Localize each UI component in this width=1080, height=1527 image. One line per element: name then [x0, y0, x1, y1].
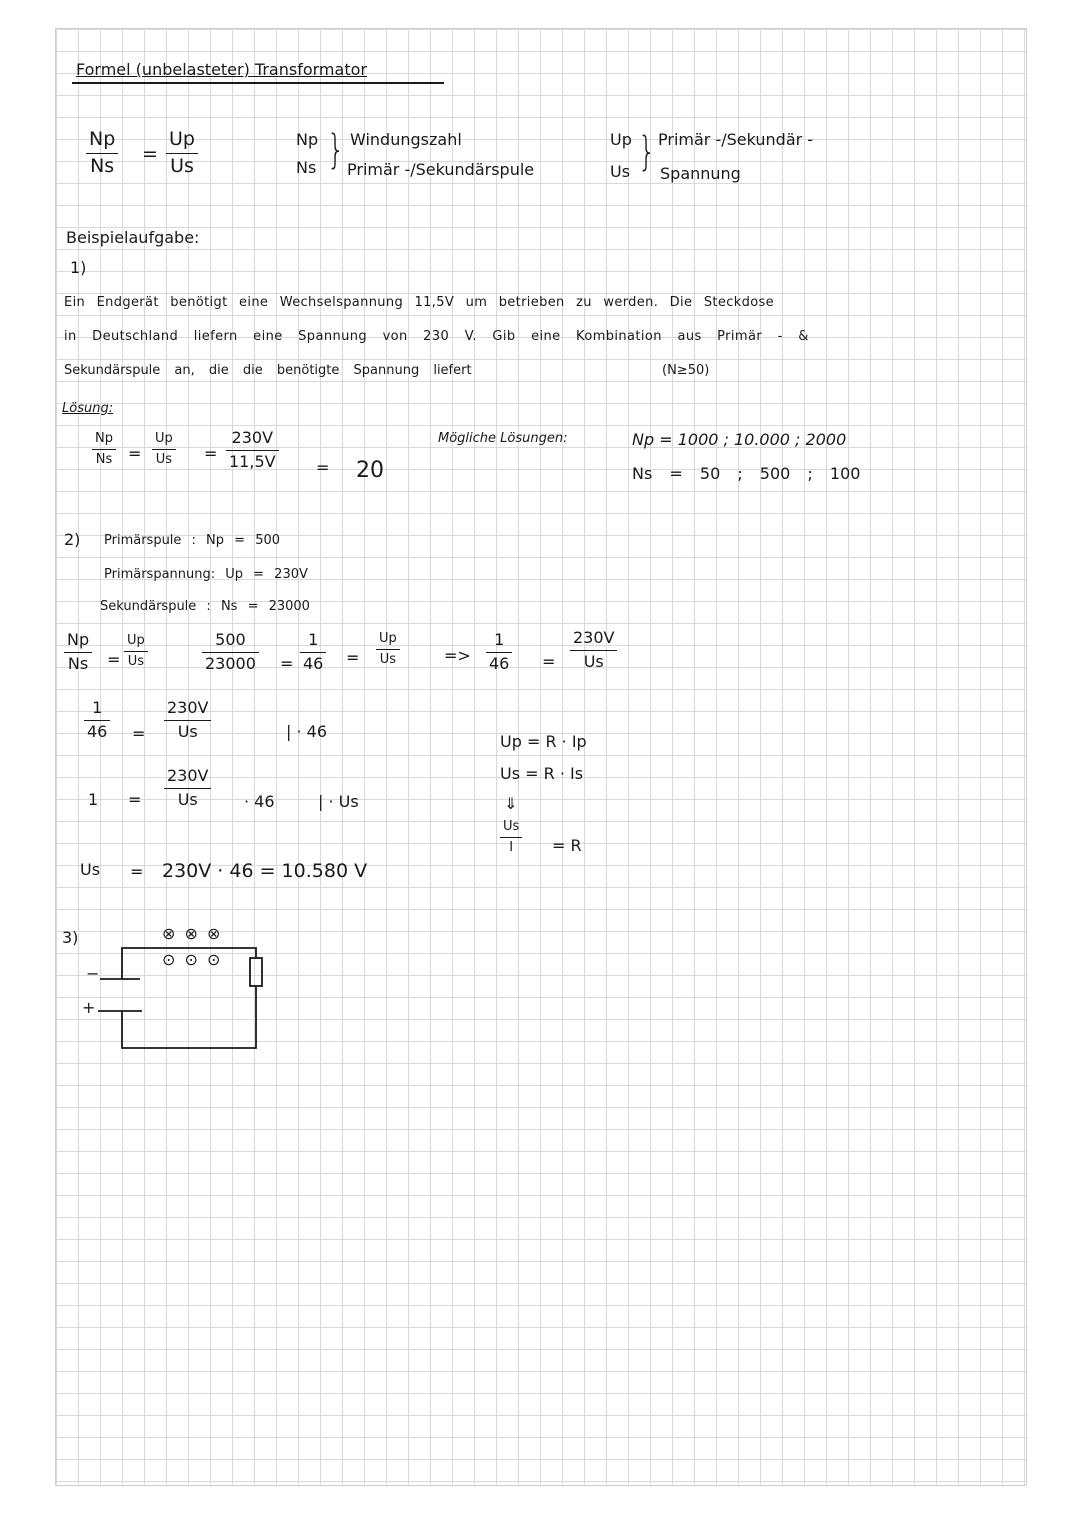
p2-mult-46: | · 46 — [286, 722, 328, 741]
p2-eq-2: = — [280, 654, 294, 673]
p2-arrow: => — [444, 646, 471, 665]
wire-bottom — [122, 986, 256, 1048]
sol-eq-2: = — [204, 444, 218, 463]
p2-46-b: 46 — [489, 653, 510, 673]
possible-np: Np = 1000 ; 10.000 ; 2000 — [632, 430, 847, 449]
sol-eq-3: = — [316, 458, 330, 477]
sol-np: Np — [95, 431, 113, 446]
p2-46: 46 — [303, 653, 324, 673]
p2-up: Up — [127, 633, 145, 648]
solution-label: Lösung: — [62, 401, 114, 416]
p2-value-den: 23000 — [205, 653, 256, 673]
p2-result: 230V · 46 = 10.580 V — [162, 860, 368, 882]
battery-plus: + — [82, 998, 96, 1017]
task-line-1: Ein Endgerät benötigt eine Wechselspannung 11,5V um betrieben zu werden. Die Steckdose — [64, 295, 774, 310]
p2-one-b: 1 — [494, 630, 505, 649]
ohm-line-1: Up = R · Ip — [500, 732, 587, 751]
p2-eq-1: = — [107, 650, 121, 669]
p2-step1-us: Us — [177, 721, 198, 741]
part3-number: 3) — [62, 928, 79, 947]
p2-value-num: 500 — [215, 630, 246, 649]
legend-n-line1: Windungszahl — [350, 130, 462, 149]
p2-230: 230V — [573, 628, 615, 647]
part2-line-2: Primärspannung: Up = 230V — [104, 567, 308, 582]
battery-minus: − — [86, 964, 100, 983]
legend-us: Us — [610, 162, 631, 181]
p2-up-2: Up — [379, 631, 397, 646]
legend-np: Np — [296, 130, 319, 149]
p2-np: Np — [67, 630, 90, 649]
p2-eq-3: = — [346, 648, 360, 667]
p2-mult-us: | · Us — [318, 792, 359, 811]
part2-line-3: Sekundärspule : Ns = 23000 — [100, 599, 310, 614]
sol-ns: Ns — [95, 451, 113, 467]
ohm-eq-r: = R — [552, 836, 582, 855]
p2-step1-one: 1 — [92, 698, 103, 717]
p2-step2-one: 1 — [88, 790, 99, 809]
task-line-2: in Deutschland liefern eine Spannung von 230 V. Gib eine Kombination aus Primär - & — [64, 329, 809, 344]
legend-ns: Ns — [296, 158, 317, 177]
p2-eq-4: = — [542, 652, 556, 671]
formula-equals: = — [142, 143, 158, 165]
p2-us: Us — [127, 653, 145, 669]
legend-u-line1: Primär -/Sekundär - — [658, 130, 814, 149]
legend-u-line2: Spannung — [660, 164, 741, 183]
p2-one: 1 — [308, 630, 319, 649]
sol-us: Us — [155, 451, 173, 467]
wire-top — [122, 948, 256, 979]
coil-crosses: ⊗ ⊗ ⊗ — [162, 924, 221, 943]
possible-ns: Ns = 50 ; 500 ; 100 — [632, 464, 861, 483]
part2-line-1: Primärspule : Np = 500 — [104, 533, 281, 548]
sol-result: 20 — [356, 458, 384, 483]
sol-value-den: 11,5V — [229, 451, 276, 471]
formula-ns: Ns — [90, 154, 115, 177]
sol-up: Up — [155, 431, 173, 446]
p2-result-us: Us — [80, 860, 101, 879]
legend-n-line2: Primär -/Sekundärspule — [347, 160, 535, 179]
example-heading: Beispielaufgabe: — [66, 228, 200, 247]
p2-step2-230: 230V — [167, 766, 209, 785]
p2-step1-46: 46 — [87, 721, 108, 741]
formula-np: Np — [89, 128, 116, 150]
page-title: Formel (unbelasteter) Transformator — [76, 60, 367, 79]
p2-step2-us: Us — [177, 789, 198, 809]
p2-result-eq: = — [130, 862, 144, 881]
task-condition: (N≥50) — [662, 363, 710, 378]
p2-us-2: Us — [379, 651, 397, 667]
legend-u-brace: } — [637, 129, 656, 175]
p2-step2-dot46: · 46 — [244, 792, 275, 811]
formula-up: Up — [169, 128, 195, 150]
legend-up: Up — [610, 130, 632, 149]
ohm-line-2: Us = R · Is — [500, 764, 584, 783]
ohm-arrow: ⇓ — [504, 794, 518, 813]
formula-us: Us — [170, 154, 194, 177]
possible-label: Mögliche Lösungen: — [438, 431, 568, 446]
p2-us-3: Us — [583, 651, 604, 671]
coil-dots: ⊙ ⊙ ⊙ — [162, 950, 221, 969]
sol-value-num: 230V — [231, 428, 274, 447]
ohm-i: I — [509, 839, 514, 855]
example-number-1: 1) — [70, 258, 87, 277]
part2-number: 2) — [64, 530, 81, 549]
legend-n-brace: } — [326, 127, 345, 173]
task-line-3: Sekundärspule an, die die benötigte Spannung liefert — [64, 363, 472, 378]
p2-step2-eq: = — [128, 790, 142, 809]
p2-ns: Ns — [67, 653, 89, 673]
resistor — [250, 958, 262, 986]
ohm-us: Us — [503, 819, 520, 834]
p2-step1-230: 230V — [167, 698, 209, 717]
sol-eq-1: = — [128, 444, 142, 463]
p2-step1-eq: = — [132, 724, 146, 743]
